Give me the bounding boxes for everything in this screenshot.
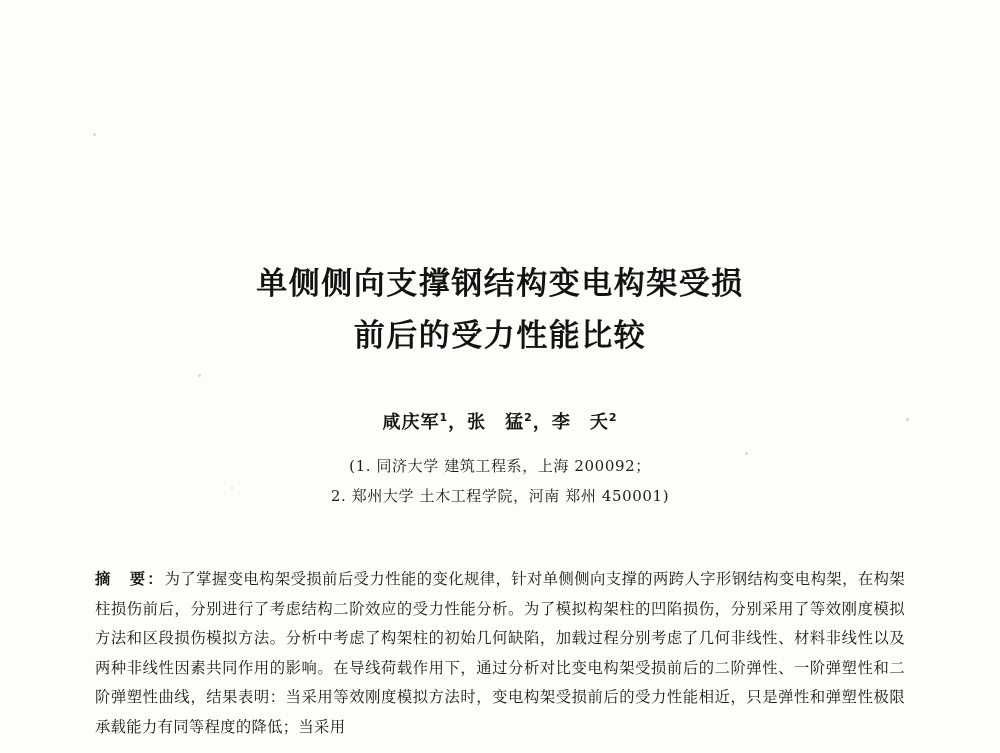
- author-1-name: 咸庆军: [382, 412, 440, 433]
- paper-title: [0, 258, 1000, 362]
- affiliation-2: 2. 郑州大学 土木工程学院，河南 郑州 450001): [330, 487, 670, 505]
- author-2-affiliation-marker: 2: [524, 411, 533, 424]
- affiliation-1: (1. 同济大学 建筑工程系，上海 200092；: [349, 457, 651, 475]
- author-list: [0, 408, 1000, 434]
- paper-title-line-2: 前后的受力性能比较: [353, 318, 647, 354]
- author-3-affiliation-marker: 2: [608, 411, 618, 424]
- abstract-text: 为了掌握变电构架受损前后受力性能的变化规律，针对单侧侧向支撑的两跨人字形钢结构变电构架，在构架柱损伤前后，分别进行了考虑结构二阶效应的受力性能分析。为了模拟构架柱的凹陷损伤，分别采用了等效刚度模拟方法和区段损伤模拟方法。分析中考虑了构架柱的初始几何缺陷，加载过程分别考虑了几何非线性、材料非线性以及两种非线性因素共同作用的影响。在导线荷载作用下，通过分析对比变电构架受损前后的二阶弹性、一阶弹塑性和二阶弹塑性曲线，结果表明：当采用等效刚度模拟方法时，变电构架受损前后的受力性能相近，只是弹性和弹塑性极限承载能力有同等程度的降低；当采用: [95, 570, 905, 736]
- abstract-label: 摘 要：: [95, 570, 165, 588]
- author-separator-2: ，: [532, 412, 552, 433]
- scan-speck: [198, 374, 201, 377]
- paper-title-line-1: 单侧侧向支撑钢结构变电构架受损: [256, 266, 744, 302]
- scan-speck: [93, 133, 96, 136]
- author-2-name: 张 猛: [467, 412, 525, 433]
- author-3-name: 李 夭: [551, 412, 609, 433]
- author-separator-1: ，: [448, 412, 468, 433]
- abstract-block: [95, 565, 905, 742]
- author-1-affiliation-marker: 1: [439, 411, 449, 424]
